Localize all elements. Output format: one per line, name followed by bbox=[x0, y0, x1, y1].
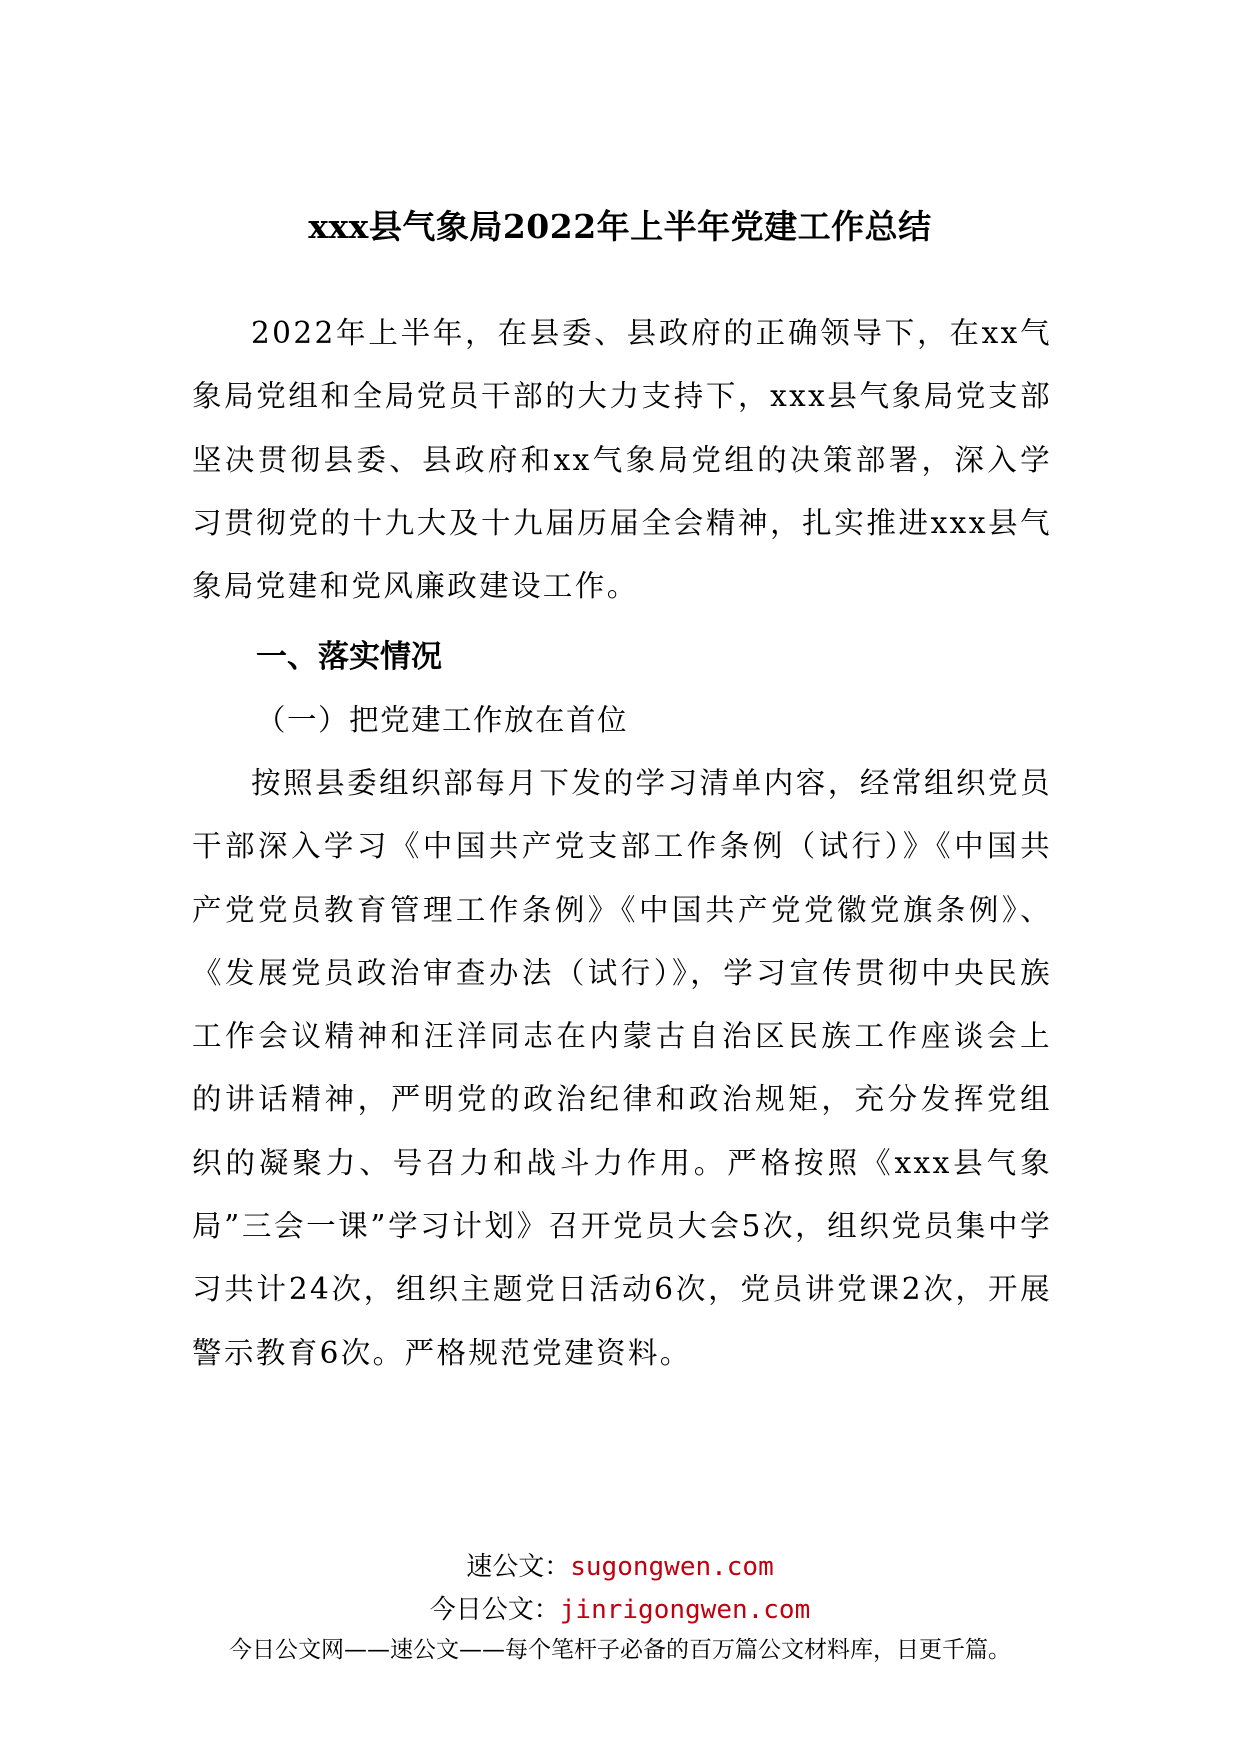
footer-sugongwen bbox=[0, 1549, 1240, 1585]
footer-jinrigongwen-label: 今日公文： bbox=[429, 1595, 560, 1625]
footer-sugongwen-link[interactable]: sugongwen.com bbox=[570, 1552, 774, 1582]
intro-paragraph: 2022年上半年，在县委、县政府的正确领导下，在xx气象局党组和全局党员干部的大力支持下，xxx县气象局党支部坚决贯彻县委、县政府和xx气象局党组的决策部署，深入学习贯彻党的十九大及十九届历届全会精神，扎实推进xxx县气象局党建和党风廉政建设工作。 bbox=[192, 316, 1052, 604]
subsection-paragraph: 按照县委组织部每月下发的学习清单内容，经常组织党员干部深入学习《中国共产党支部工作条例（试行）》《中国共产党党员教育管理工作条例》《中国共产党党徽党旗条例》、《发展党员政治审查办法（试行）》，学习宣传贯彻中央民族工作会议精神和汪洋同志在内蒙古自治区民族工作座谈会上的讲话精神，严明党的政治纪律和政治规矩，充分发挥党组织的凝聚力、号召力和战斗力作用。严格按照《xxx县气象局”三会一课”学习计划》召开党员大会5次，组织党员集中学习共计24次，组织主题党日活动6次，党员讲党课2次，开展警示教育6次。严格规范党建资料。 bbox=[192, 766, 1052, 1370]
document-title: xxx县气象局2022年上半年党建工作总结 bbox=[308, 207, 932, 246]
subsection-heading-party-building-first: （一）把党建工作放在首位 bbox=[256, 703, 629, 737]
footer-slogan: 今日公文网——速公文——每个笔杆子必备的百万篇公文材料库，日更千篇。 bbox=[229, 1637, 1011, 1663]
footer-jinrigongwen-link[interactable]: jinrigongwen.com bbox=[559, 1595, 811, 1625]
intro-paragraph-block bbox=[192, 302, 1052, 618]
section-heading-implementation: 一、落实情况 bbox=[256, 639, 442, 675]
footer-jinrigongwen bbox=[0, 1592, 1240, 1628]
subsection-paragraph-block bbox=[192, 752, 1052, 1385]
footer-sugongwen-label: 速公文： bbox=[466, 1552, 571, 1582]
